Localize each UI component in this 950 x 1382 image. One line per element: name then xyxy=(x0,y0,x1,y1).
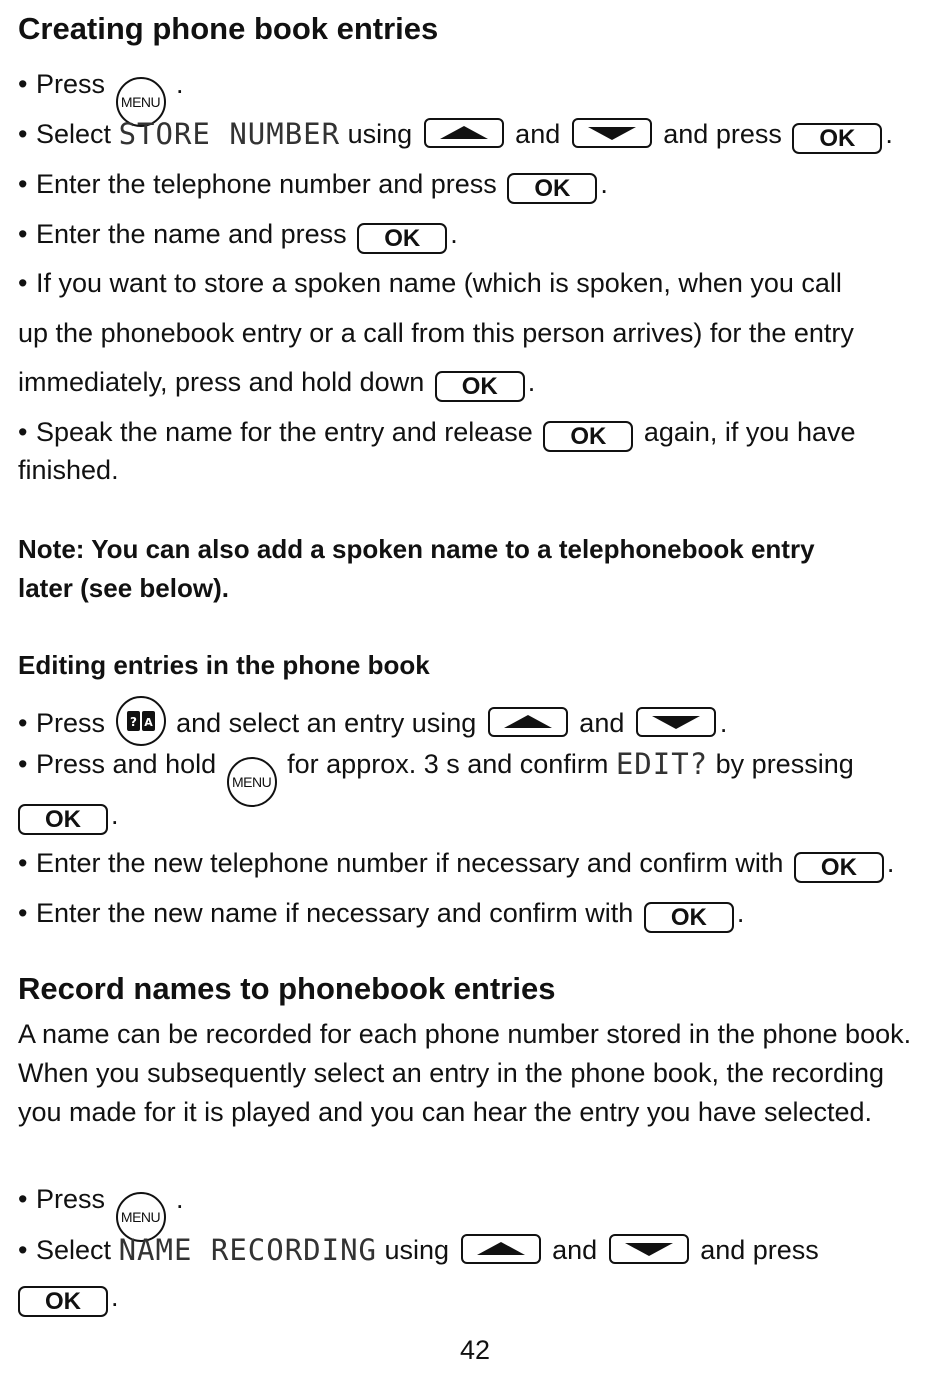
lcd-store-number: STORE NUMBER xyxy=(118,117,341,151)
section-title-record: Record names to phonebook entries xyxy=(18,971,556,1006)
step-press-hold-menu: • Press and hold MENU for approx. 3 s and confirm EDIT? by pressing xyxy=(18,745,854,807)
phonebook-key-icon xyxy=(116,696,166,746)
step-select-name-recording: • Select NAME RECORDING using and and press xyxy=(18,1233,819,1267)
ok-key-icon: OK xyxy=(18,804,108,835)
lcd-name-recording: NAME RECORDING xyxy=(118,1233,377,1267)
step-press-menu: • Press MENU . xyxy=(18,65,184,127)
ok-key-icon: OK xyxy=(357,223,447,254)
step-enter-name: • Enter the name and press OK . xyxy=(18,219,458,252)
step-press-phonebook: • Press ? A and select an entry using and . xyxy=(18,696,727,746)
note-line2: later (see below). xyxy=(18,573,229,603)
step-press-menu-2: • Press MENU . xyxy=(18,1180,184,1242)
lcd-edit: EDIT? xyxy=(615,747,709,781)
step-select-store-number: • Select STORE NUMBER using and and press OK . xyxy=(18,117,893,152)
page-number: 42 xyxy=(459,1335,491,1365)
step-spoken-name-line1: • If you want to store a spoken name (which is spoken, when you call xyxy=(18,268,842,298)
menu-key-icon: MENU xyxy=(227,757,277,807)
up-arrow-key-icon xyxy=(488,707,568,737)
section-title-editing: Editing entries in the phone book xyxy=(18,650,430,680)
svg-text:?: ? xyxy=(129,715,137,729)
up-arrow-key-icon xyxy=(424,118,504,148)
step-enter-new-number: • Enter the new telephone number if necessary and confirm with OK . xyxy=(18,848,895,881)
down-arrow-key-icon xyxy=(609,1234,689,1264)
down-arrow-key-icon xyxy=(572,118,652,148)
svg-text:A: A xyxy=(143,716,153,729)
step-speak-name: • Speak the name for the entry and release OK again, if you have xyxy=(18,417,856,450)
menu-key-icon: MENU xyxy=(116,77,166,127)
ok-key-icon: OK xyxy=(435,371,525,402)
step-enter-number: • Enter the telephone number and press OK . xyxy=(18,169,608,202)
down-arrow-key-icon xyxy=(636,707,716,737)
ok-key-icon: OK xyxy=(18,1286,108,1317)
step-speak-name-cont: finished. xyxy=(18,455,119,485)
step-spoken-name-line2: up the phonebook entry or a call from this person arrives) for the entry xyxy=(18,318,854,348)
step-enter-new-name: • Enter the new name if necessary and confirm with OK . xyxy=(18,898,745,931)
section-title-creating: Creating phone book entries xyxy=(18,11,439,46)
ok-key-icon: OK xyxy=(644,902,734,933)
ok-key-icon: OK xyxy=(792,123,882,154)
ok-key-icon: OK xyxy=(543,421,633,452)
note-line1: Note: You can also add a spoken name to a telephonebook entry xyxy=(18,534,815,564)
record-intro: A name can be recorded for each phone number stored in the phone book. When you subsequently select an entry in the phone book, the recording you made for it is played and you can hear the entry you have selected. xyxy=(18,1019,912,1127)
step-press-hold-menu-cont: OK . xyxy=(18,796,119,835)
up-arrow-key-icon xyxy=(461,1234,541,1264)
ok-key-icon: OK xyxy=(507,173,597,204)
step-spoken-name-line3: immediately, press and hold down OK . xyxy=(18,367,536,400)
ok-key-icon: OK xyxy=(794,852,884,883)
menu-key-icon: MENU xyxy=(116,1192,166,1242)
step-select-name-recording-cont: OK . xyxy=(18,1278,119,1317)
